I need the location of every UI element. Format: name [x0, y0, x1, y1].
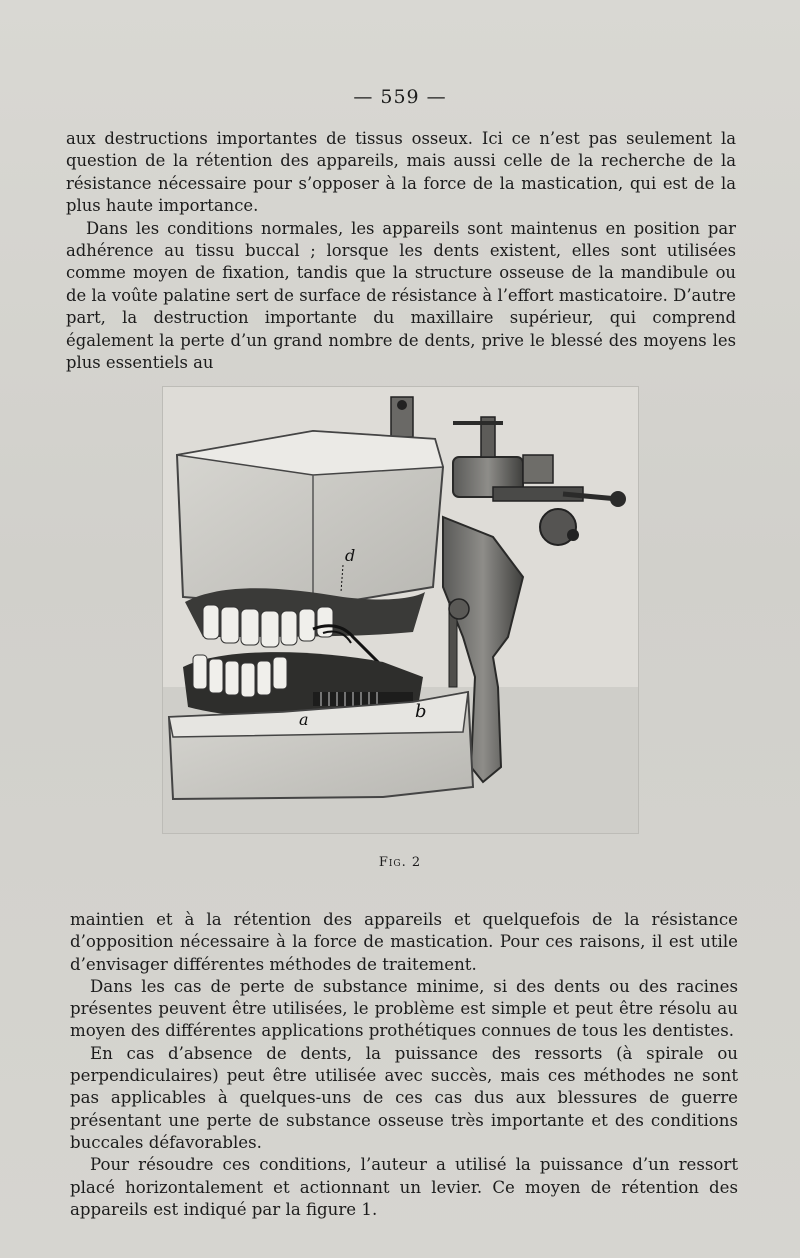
paragraph: Pour résoudre ces conditions, l’auteur a utilisé la puissance d’un ressort placé horizontalement et actionnant un levier. Ce moyen de rétention des appareils est indiqué par la figure 1.: [70, 1155, 738, 1219]
paragraph: Dans les conditions normales, les appareils sont maintenus en position par adhérence au tissu buccal ; lorsque les dents existent, elles sont utilisées comme moyen de fixation, tandis que la structure osseuse de la mandibule ou de la voûte palatine sert de surface de résistance à l’effort masticatoire. D’autre part, la destruction importante du maxillaire supérieur, qui comprend également la perte d’un grand nombre de dents, prive le blessé des moyens les plus essentiels au: [66, 218, 736, 373]
paragraph: maintien et à la rétention des appareils et quelquefois de la résistance d’opposition nécessaire à la force de mastication. Pour ces raisons, il est utile d’envisager différentes méthodes de traitement.: [70, 910, 738, 974]
figure-caption: Fig. 2: [378, 855, 422, 870]
articulator-illustration: [163, 387, 638, 833]
page-number: — 559 —: [353, 86, 447, 108]
text-block-top: [66, 128, 736, 374]
figure-label-a: a: [299, 710, 309, 729]
paragraph: Dans les cas de perte de substance minime, si des dents ou des racines présentes peuvent être utilisées, le problème est simple et peut être résolu au moyen des différentes applications prothétiques connues de tous les dentistes.: [70, 976, 738, 1041]
paragraph: aux destructions importantes de tissus osseux. Ici ce n’est pas seulement la question de la rétention des appareils, mais aussi celle de la recherche de la résistance nécessaire pour s’opposer à la force de la mastication, qui est de la plus haute importance.: [66, 129, 736, 216]
figure-label-b: b: [415, 701, 427, 722]
figure-dental-articulator: [162, 386, 639, 834]
figure-label-d: d: [345, 546, 356, 565]
text-block-bottom: [70, 909, 738, 1221]
paragraph: En cas d’absence de dents, la puissance des ressorts (à spirale ou perpendiculaires) peut être utilisée avec succès, mais ces méthodes ne sont pas applicables à quelques-uns de ces cas dus aux blessures de guerre présentant une perte de substance osseuse très importante et des conditions buccales défavorables.: [70, 1043, 738, 1152]
